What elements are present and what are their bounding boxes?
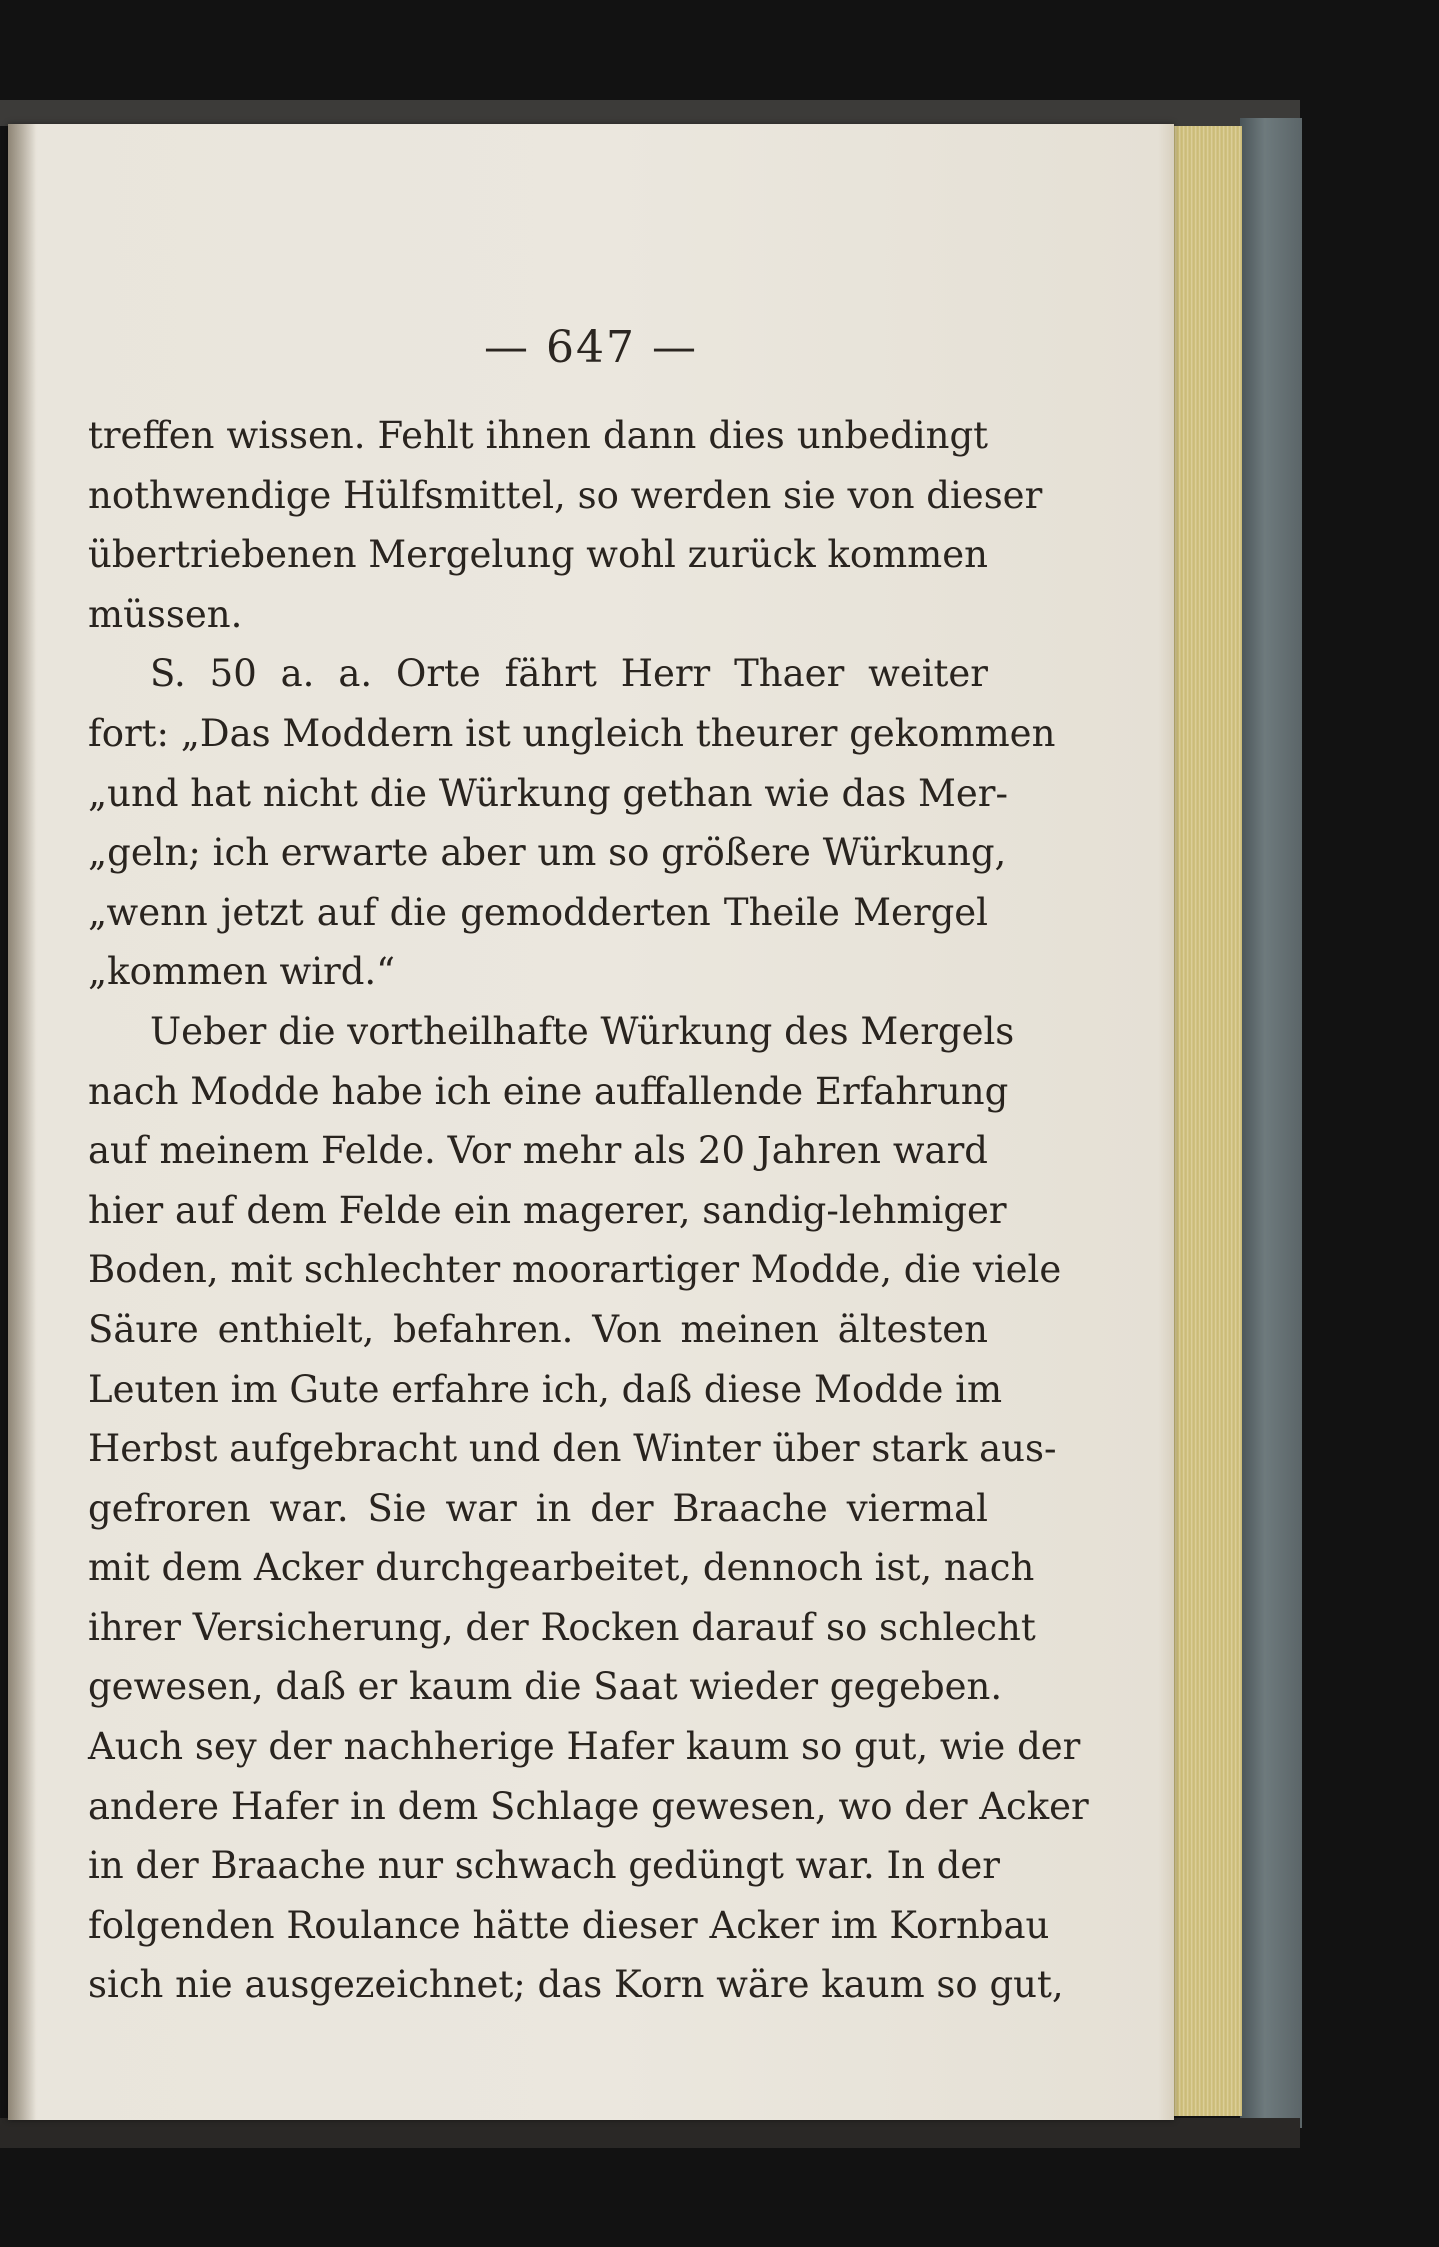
text-line: übertriebenen Mergelung wohl zurück kommen bbox=[88, 533, 988, 577]
text-line: hier auf dem Felde ein magerer, sandig-lehmiger bbox=[88, 1188, 1007, 1232]
text-line: Säure enthielt, befahren. Von meinen ältesten bbox=[88, 1307, 988, 1351]
text-line: Auch sey der nachherige Hafer kaum so gut, wie der bbox=[88, 1725, 1081, 1769]
text-line: „kommen wird.“ bbox=[88, 950, 396, 994]
text-line: „und hat nicht die Würkung gethan wie das Mer- bbox=[88, 771, 1008, 815]
spine-shadow bbox=[8, 124, 36, 2120]
text-line: Herbst aufgebracht und den Winter über stark aus- bbox=[88, 1427, 1057, 1471]
body-text bbox=[88, 406, 1089, 2015]
text-line: gefroren war. Sie war in der Braache viermal bbox=[88, 1486, 988, 1530]
text-line: in der Braache nur schwach gedüngt war. In der bbox=[88, 1844, 1000, 1888]
text-line: folgenden Roulance hätte dieser Acker im Kornbau bbox=[88, 1903, 1050, 1947]
text-line: müssen. bbox=[88, 592, 243, 636]
text-line: sich nie ausgezeichnet; das Korn wäre kaum so gut, bbox=[88, 1963, 1064, 2007]
text-line: Leuten im Gute erfahre ich, daß diese Modde im bbox=[88, 1367, 1003, 1411]
book-page bbox=[8, 124, 1174, 2120]
text-line: gewesen, daß er kaum die Saat wieder gegeben. bbox=[88, 1665, 1003, 1709]
text-line: andere Hafer in dem Schlage gewesen, wo der Acker bbox=[88, 1784, 1089, 1828]
text-line: auf meinem Felde. Vor mehr als 20 Jahren ward bbox=[88, 1129, 988, 1173]
page-edges bbox=[1172, 126, 1242, 2116]
book-cover-top bbox=[0, 100, 1300, 126]
text-line: S. 50 a. a. Orte fährt Herr Thaer weiter bbox=[150, 652, 988, 696]
book-cover-bottom bbox=[0, 2118, 1300, 2148]
text-line: treffen wissen. Fehlt ihnen dann dies unbedingt bbox=[88, 414, 988, 457]
text-line: Boden, mit schlechter moorartiger Modde, die viele bbox=[88, 1248, 1062, 1292]
text-line: „wenn jetzt auf die gemodderten Theile Mergel bbox=[88, 890, 988, 934]
text-line: nothwendige Hülfsmittel, so werden sie von dieser bbox=[88, 473, 1043, 517]
book-cover-edge bbox=[1240, 118, 1302, 2128]
text-line: Ueber die vortheilhafte Würkung des Mergels bbox=[150, 1009, 1015, 1053]
text-line: „geln; ich erwarte aber um so größere Würkung, bbox=[88, 831, 1007, 875]
page-number-header: — 647 — bbox=[484, 322, 698, 373]
text-line: fort: „Das Moddern ist ungleich theurer gekommen bbox=[88, 711, 1056, 755]
text-line: mit dem Acker durchgearbeitet, dennoch ist, nach bbox=[88, 1546, 1035, 1590]
text-line: ihrer Versicherung, der Rocken darauf so schlecht bbox=[88, 1605, 1036, 1649]
text-line: nach Modde habe ich eine auffallende Erfahrung bbox=[88, 1069, 1009, 1113]
